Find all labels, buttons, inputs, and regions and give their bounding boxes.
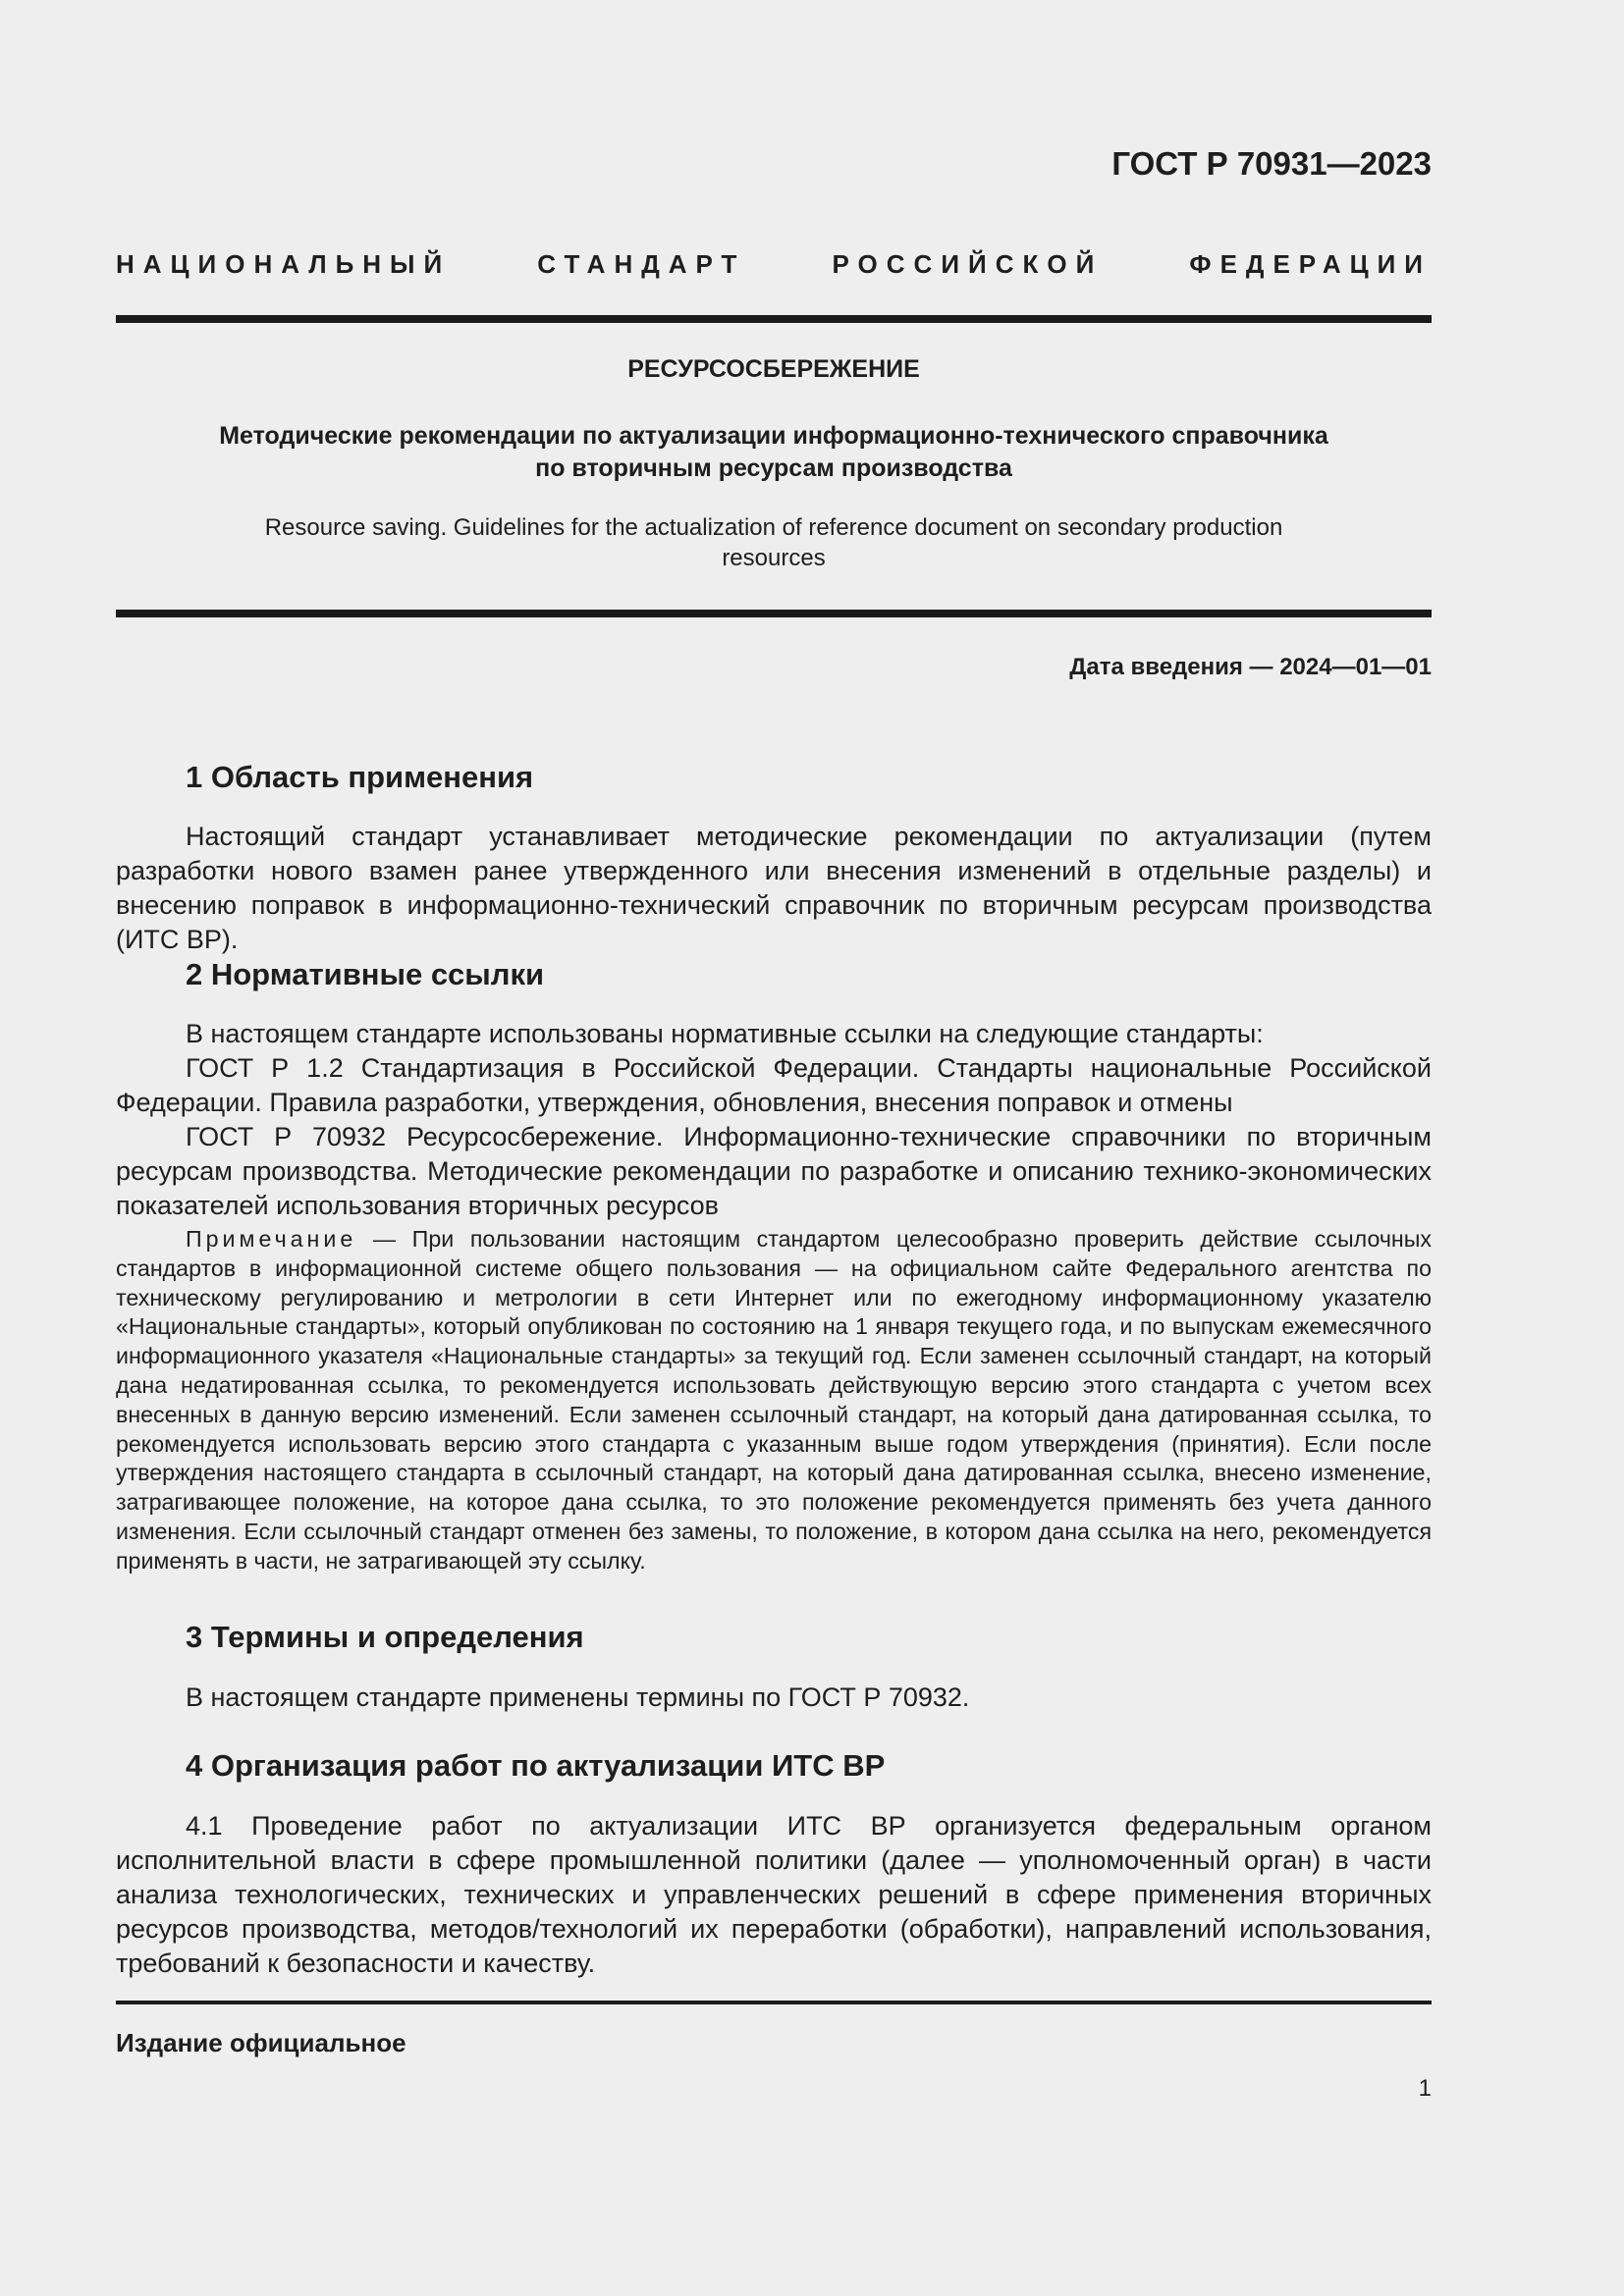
section-4-heading: 4 Организация работ по актуализации ИТС ВР (186, 1748, 886, 1783)
section-2-note (116, 1225, 1432, 1576)
section-4-text: 4.1 Проведение работ по актуализации ИТС ВР организуется федеральным органом исполнительной власти в сфере промышленной политики (далее — уполномоченный орган) в части анализа технологических, технических и управленческих решений в сфере применения вторичных ресурсов производства, методов/технологий их переработки (обработки), направлений использования, требований к безопасности и качеству. (116, 1811, 1432, 1978)
official-edition-label: Издание официальное (116, 2028, 406, 2057)
introduction-date: Дата введения — 2024—01—01 (1069, 654, 1432, 680)
title-bottom-rule (116, 610, 1432, 617)
section-1-text: Настоящий стандарт устанавливает методические рекомендации по актуализации (путем разработки нового взамен ранее утвержденного или внесения изменений в отдельные разделы) и внесению поправок в информационно-технический справочник по вторичным ресурсам производства (ИТС ВР). (116, 822, 1432, 954)
section-2-body (116, 1017, 1432, 1223)
english-title-line-1: Resource saving. Guidelines for the actualization of reference document on secondary production (264, 514, 1283, 541)
section-2-heading: 2 Нормативные ссылки (186, 957, 545, 991)
national-standard-banner: НАЦИОНАЛЬНЫЙ СТАНДАРТ РОССИЙСКОЙ ФЕДЕРАЦИИ (116, 249, 1432, 279)
reference-gost-70932: ГОСТ Р 70932 Ресурсосбережение. Информационно-технические справочники по вторичным ресурсам производства. Методические рекомендации по разработке и описанию технико-экономических показателей использования вторичных ресурсов (116, 1122, 1432, 1220)
top-rule (116, 315, 1432, 323)
section-2-intro: В настоящем стандарте использованы нормативные ссылки на следующие стандарты: (186, 1019, 1264, 1048)
reference-gost-1-2: ГОСТ Р 1.2 Стандартизация в Российской Федерации. Стандарты национальные Российской Федерации. Правила разработки, утверждения, обновления, внесения поправок и отмены (116, 1053, 1432, 1117)
document-subtitle (116, 420, 1432, 485)
subtitle-line-1: Методические рекомендации по актуализации информационно-технического справочника (219, 422, 1328, 450)
note-label: Примечание (186, 1226, 357, 1252)
section-3-text: В настоящем стандарте применены термины по ГОСТ Р 70932. (186, 1682, 970, 1712)
note-text: — При пользовании настоящим стандартом целесообразно проверить действие ссылочных стандартов в информационной системе общего пользования — на официальном сайте Федерального агентства по техническому регулированию и метрологии в сети Интернет или по ежегодному информационному указателю «Национальные стандарты», который опубликован по состоянию на 1 января текущего года, и по выпускам ежемесячного информационного указателя «Национальные стандарты» за текущий год. Если заменен ссылочный стандарт, на который дана недатированная ссылка, то рекомендуется использовать действующую версию этого стандарта с учетом всех внесенных в данную версию изменений. Если заменен ссылочный стандарт, на который дана датированная ссылка, то рекомендуется использовать версию этого стандарта с указанным выше годом утверждения (принятия). Если после утверждения настоящего стандарта в ссылочный стандарт, на который дана датированная ссылка, внесено изменение, затрагивающее положение, на которое дана ссылка, то это положение рекомендуется применять без учета данного изменения. Если ссылочный стандарт отменен без замены, то положение, в котором дана ссылка на него, рекомендуется применять в части, не затрагивающей эту ссылку. (116, 1226, 1432, 1574)
document-code: ГОСТ Р 70931—2023 (1111, 145, 1432, 182)
footer-rule (116, 2001, 1432, 2004)
section-1-heading: 1 Область применения (186, 760, 534, 794)
subtitle-line-2: по вторичным ресурсам производства (535, 454, 1012, 482)
section-3-heading: 3 Термины и определения (186, 1620, 584, 1654)
document-page (116, 0, 1432, 2296)
page-number: 1 (1418, 2075, 1432, 2102)
english-title-line-2: resources (722, 545, 826, 571)
document-title: РЕСУРСОСБЕРЕЖЕНИЕ (627, 355, 920, 383)
english-title (116, 512, 1432, 573)
